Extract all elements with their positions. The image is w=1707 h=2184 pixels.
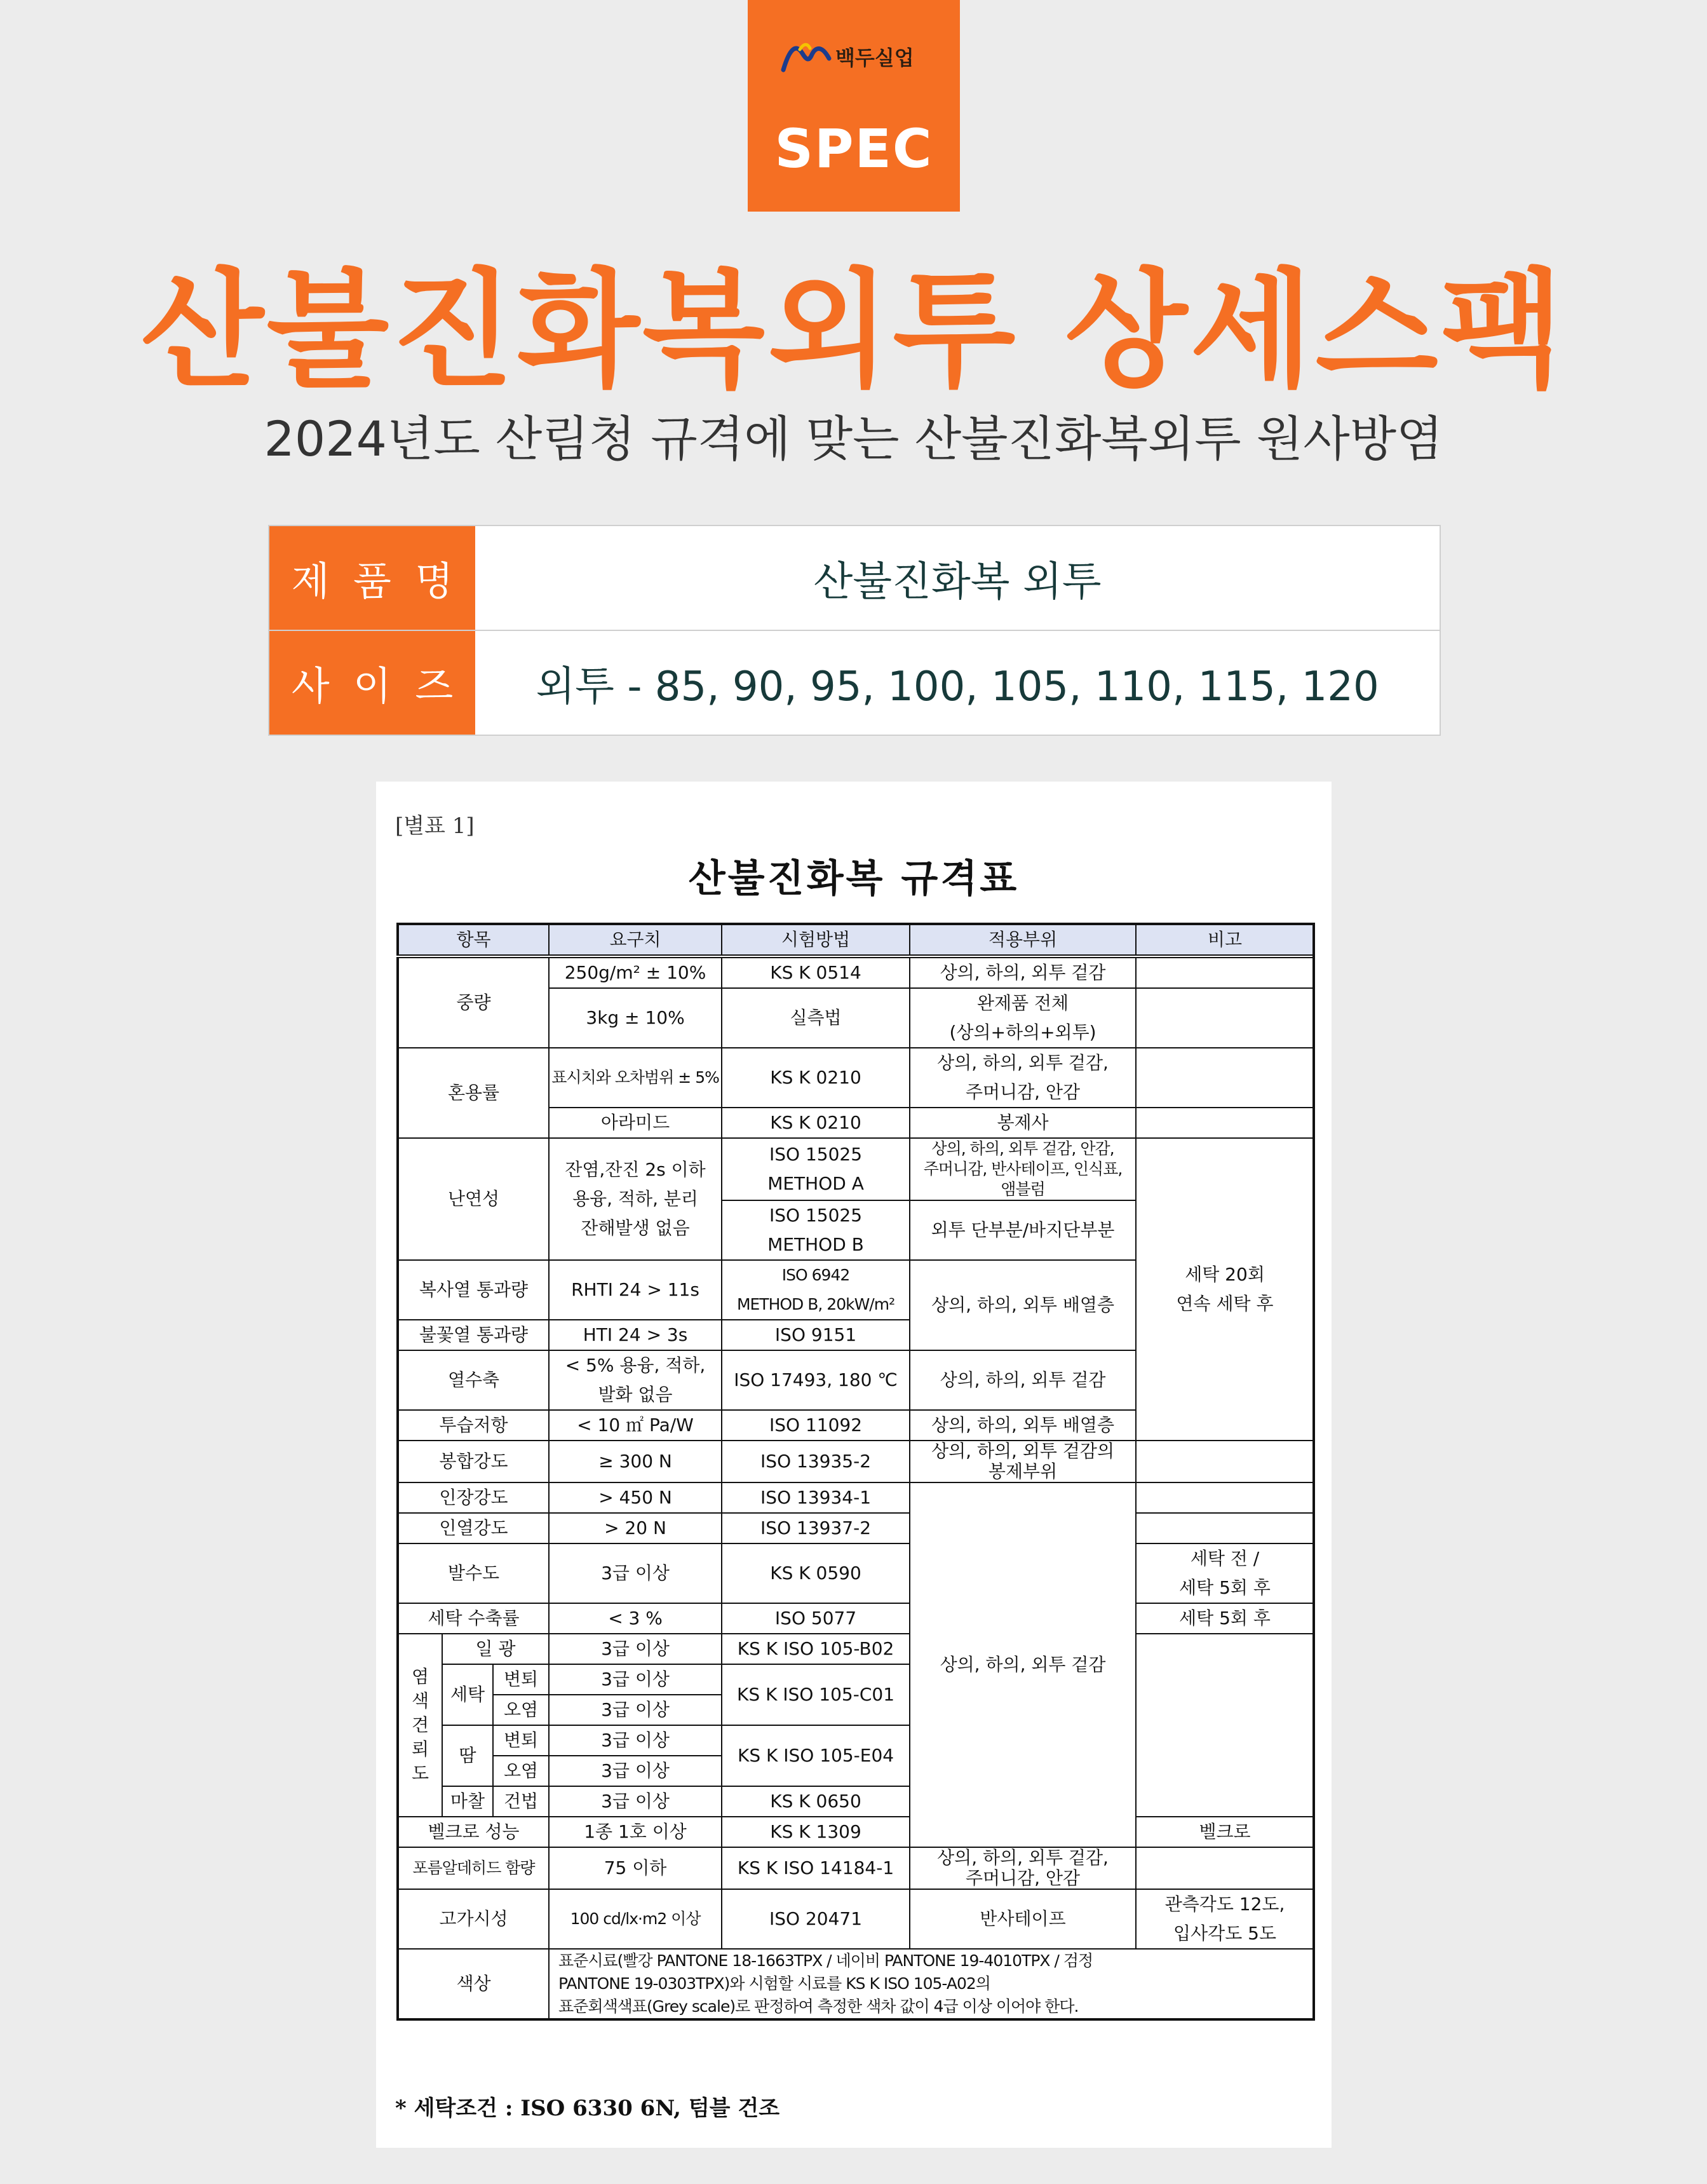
- table-row: 마찰 건법 3급 이상 KS K 0650: [398, 1786, 1314, 1817]
- fastness-item-cell: 염 색 견 뢰 도: [398, 1634, 442, 1817]
- item-cell: 혼용률: [398, 1048, 549, 1138]
- table-row: 중량 250g/m² ± 10% KS K 0514 상의, 하의, 외투 겉감: [398, 956, 1314, 988]
- header-requirement: 요구치: [549, 924, 722, 956]
- page-subtitle: 2024년도 산림청 규격에 맞는 산불진화복외투 원사방염: [264, 410, 1443, 467]
- header-method: 시험방법: [722, 924, 910, 956]
- table-row: 열수축 < 5% 용융, 적하, 발화 없음 ISO 17493, 180 ℃ 상의, 하의, 외투 겉감: [398, 1350, 1314, 1410]
- table-row: 세탁 수축률 < 3 % ISO 5077 세탁 5회 후: [398, 1603, 1314, 1634]
- table-row: 복사열 통과량 RHTI 24 > 11s ISO 6942 METHOD B, 20kW/m² 상의, 하의, 외투 배열층: [398, 1260, 1314, 1320]
- table-row: 발수도 3급 이상 KS K 0590 세탁 전 / 세탁 5회 후: [398, 1543, 1314, 1603]
- item-cell: 세탁 수축률: [398, 1603, 549, 1634]
- header-part: 적용부위: [910, 924, 1136, 956]
- table-row: 봉합강도 ≥ 300 N ISO 13935-2 상의, 하의, 외투 겉감의 봉제부위: [398, 1441, 1314, 1482]
- table-row: 세탁 변퇴 3급 이상 KS K ISO 105-C01: [398, 1664, 1314, 1695]
- table-header-row: [398, 924, 1314, 956]
- table-row: 염 색 견 뢰 도 일 광 3급 이상 KS K ISO 105-B02: [398, 1634, 1314, 1664]
- mountain-logo-icon: [781, 39, 832, 72]
- table-row: 인장강도 > 450 N ISO 13934-1 상의, 하의, 외투 겉감: [398, 1482, 1314, 1513]
- remark-wash-cell: 세탁 20회 연속 세탁 후: [1136, 1138, 1314, 1441]
- item-cell: 봉합강도: [398, 1441, 549, 1482]
- item-cell: 투습저항: [398, 1410, 549, 1441]
- outer-part-cell: 상의, 하의, 외투 겉감: [910, 1482, 1136, 1847]
- table-row: 벨크로 성능 1종 1호 이상 KS K 1309 벨크로: [398, 1817, 1314, 1847]
- table-row: 고가시성 100 cd/lx·m2 이상 ISO 20471 반사테이프 관측각도 12도, 입사각도 5도: [398, 1889, 1314, 1949]
- item-cell: 발수도: [398, 1543, 549, 1603]
- brand-logo: [781, 37, 927, 75]
- product-name-row: [269, 526, 1440, 630]
- spec-label: SPEC: [774, 118, 933, 180]
- table-row: 불꽃열 통과량 HTI 24 > 3s ISO 9151: [398, 1320, 1314, 1350]
- table-row: 투습저항 < 10 ㎡ Pa/W ISO 11092 상의, 하의, 외투 배열층: [398, 1410, 1314, 1441]
- item-cell: 포름알데히드 함량: [398, 1847, 549, 1889]
- wash-condition-note: * 세탁조건 : ISO 6330 6N, 텀블 건조: [395, 2096, 780, 2121]
- header-item: 항목: [398, 924, 549, 956]
- table-row: 오염 3급 이상: [398, 1756, 1314, 1786]
- item-cell: 복사열 통과량: [398, 1260, 549, 1320]
- item-cell: 불꽃열 통과량: [398, 1320, 549, 1350]
- brand-badge: [748, 0, 960, 212]
- product-info-table: [268, 525, 1441, 736]
- item-cell: 인열강도: [398, 1513, 549, 1543]
- table-row: ISO 15025 METHOD B 외투 단부분/바지단부분: [398, 1200, 1314, 1260]
- size-value: 외투 - 85, 90, 95, 100, 105, 110, 115, 120: [536, 663, 1379, 710]
- table-row: [398, 1949, 1314, 2019]
- product-name-label: 제 품 명: [269, 526, 475, 630]
- item-cell: 인장강도: [398, 1482, 549, 1513]
- item-cell: 난연성: [398, 1138, 549, 1260]
- item-cell: 벨크로 성능: [398, 1817, 549, 1847]
- table-row: 3kg ± 10% 실측법 완제품 전체 (상의+하의+외투): [398, 988, 1314, 1048]
- product-name-value: 산불진화복 외투: [813, 558, 1102, 606]
- appendix-note: [별표 1]: [395, 813, 475, 839]
- item-cell: 열수축: [398, 1350, 549, 1410]
- table-row: 아라미드 KS K 0210 봉제사: [398, 1108, 1314, 1138]
- table-row: 오염 3급 이상: [398, 1695, 1314, 1725]
- spec-table: [396, 923, 1315, 2021]
- color-description: 표준시료(빨강 PANTONE 18-1663TPX / 네이비 PANTONE 19-4010TPX / 검정 PANTONE 19-0303TPX)와 시험할 시료를 KS K ISO 105-A02의 표준회색색표(Grey scale)로 판정하여 측정한 색차 값이 4급 이상 이어야 한다.: [549, 1949, 1314, 2019]
- size-label: 사 이 즈: [269, 631, 475, 735]
- spec-document: [376, 782, 1332, 2148]
- table-row: 난연성 잔염,잔진 2s 이하 용융, 적하, 분리 잔해발생 없음 ISO 15025 METHOD A 상의, 하의, 외투 겉감, 안감, 주머니감, 반사테이프, 인식표, 앰블럼 세탁 20회 연속 세탁 후: [398, 1138, 1314, 1200]
- table-row: 포름알데히드 함량 75 이하 KS K ISO 14184-1 상의, 하의, 외투 겉감, 주머니감, 안감: [398, 1847, 1314, 1889]
- item-cell: 고가시성: [398, 1889, 549, 1949]
- document-title: 산불진화복 규격표: [688, 857, 1020, 901]
- item-cell: 색상: [398, 1949, 549, 2019]
- table-row: 인열강도 > 20 N ISO 13937-2: [398, 1513, 1314, 1543]
- table-row: 땀 변퇴 3급 이상 KS K ISO 105-E04: [398, 1725, 1314, 1756]
- table-row: 혼용률 표시치와 오차범위 ± 5% KS K 0210 상의, 하의, 외투 겉감, 주머니감, 안감: [398, 1048, 1314, 1108]
- header-remark: 비고: [1136, 924, 1314, 956]
- item-cell: 중량: [398, 956, 549, 1048]
- page-title: 산불진화복외투 상세스팩: [141, 257, 1566, 405]
- brand-name: 백두실업: [835, 46, 914, 70]
- size-row: [269, 630, 1440, 735]
